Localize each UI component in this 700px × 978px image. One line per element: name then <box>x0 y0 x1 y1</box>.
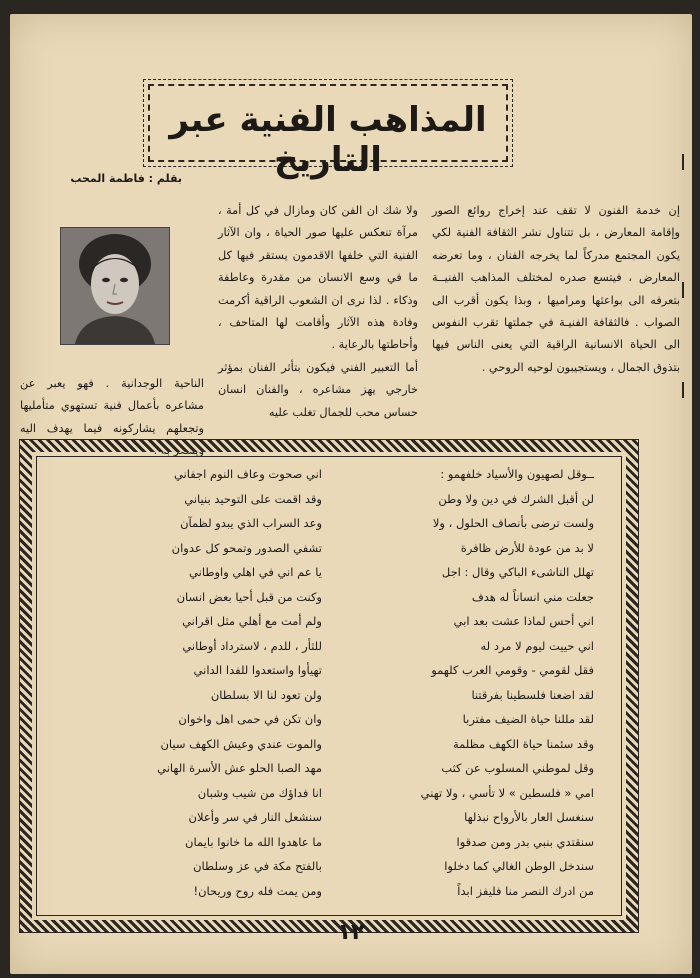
poem-line: ولن تعود لنا الا بسلطان <box>210 687 322 702</box>
poem-line: سنشعل النار في سر وأعلان <box>188 810 322 824</box>
margin-mark <box>682 154 684 170</box>
magazine-page <box>10 14 692 974</box>
poem-line: جعلت مني انساناً له هدف <box>471 589 594 604</box>
poem-line: وقل لموطني المسلوب عن كثب <box>441 761 594 775</box>
poem-line: ــوقل لصهيون والأسياد خلفهمو : <box>440 467 594 481</box>
poem-line: اني أحس لماذا عشت بعد ابي <box>453 614 594 628</box>
poem-line: ولست ترضى بأنصاف الحلول ، ولا <box>432 516 594 530</box>
poem-line: ولم أمت مع أهلي مثل اقراني <box>182 614 322 628</box>
poem-line: وعد السراب الذي يبدو لظمآن <box>180 516 322 530</box>
poem-line: انا فداؤك من شيب وشبان <box>197 785 322 800</box>
margin-mark <box>682 382 684 398</box>
poem-line: يا عم اني في اهلي واوطاني <box>189 565 322 579</box>
paragraph: أما التعبير الفني فيكون بتأثر الفنان بمؤثر خارجي يهز مشاعره ، والفنان انسان حساس محب للجمال تغلب عليه <box>218 360 418 419</box>
poem-line: امي « فلسطين » لا تأسي ، ولا تهني <box>420 785 594 800</box>
poem-line: اني حييت ليوم لا مرد له <box>480 638 594 653</box>
article-column-right <box>432 200 680 379</box>
poem-line: لا بد من عودة للأرض ظافرة <box>460 540 594 555</box>
margin-mark <box>682 282 684 298</box>
paragraph: الناحية الوجدانية . فهو يعبر عن مشاعره بأعمال فنية تستهوي متأمليها وتجعلهم يشاركونه فيما يهدف اليه ويشعر به . <box>20 377 204 458</box>
poem-left-column <box>104 462 322 903</box>
poem-line: وقد اقمت على التوحيد بنياني <box>184 491 322 506</box>
poem-line: وان تكن في حمى اهل واخوان <box>178 712 322 726</box>
poem-line: بالفتح مكة في عز وسلطان <box>193 859 322 873</box>
poem-line: ومن يمت فله روح وريحان! <box>193 883 322 898</box>
poem-line: وكنت من قبل أحيا بعض انسان <box>176 589 322 604</box>
poem-line: والموت عندي وعيش الكهف سيان <box>160 736 322 751</box>
author-photo <box>60 227 170 345</box>
poem-line: وقد سئمنا حياة الكهف مظلمة <box>452 736 594 751</box>
poem-line: اني صحوت وعاف النوم اجفاني <box>173 467 322 481</box>
poem-line: لقد مللنا حياة الضيف مفتربا <box>462 712 594 726</box>
paragraph: إن خدمة الفنون لا تقف عند إخراج روائع الصور وإقامة المعارض ، بل تتناول نشر الثقافة الفنية لكي يكون المجتمع مدركاً لما يخرجه الفنان ، وما تعرضه المعارض ، فيتسع صدره لمختلف المذاهب الفنيــة بتعرفه الى بواعثها ومراميها ، وبذا يكون أقرب الى الصواب . فالثقافة الفنيـة في جملتها تقرب النفوس الى الحياة الانسانية الراقية التي يعنى الناس فيها بتذوق الجمال ، ويستجيبون لوحيه الروحي . <box>432 204 680 374</box>
poem-line: للثأر ، للدم ، لاسترداد أوطاني <box>182 638 322 653</box>
poem-line: سنقتدي بنبي بدر ومن صدقوا <box>456 834 594 849</box>
author-byline: بقلم : فاطمة المحب <box>70 172 182 185</box>
poem-line: من ادرك النصر منا فليفز ابداً <box>457 883 594 898</box>
poem-line: لقد اضعنا فلسطينا بفرقتنا <box>471 687 594 702</box>
article-title: المذاهب الفنية عبر التاريخ <box>169 100 487 180</box>
paragraph: ولا شك ان الفن كان ومازال في كل أمة ، مرآة تنعكس عليها صور الحياة ، وان الآثار الفنية التي خلفها الاقدمون يستقر فيها كل ما في وسع الانسان من مقدرة وعاطفة وذكاء . لذا نرى ان الشعوب الراقية أكرمت وفادة هذه الآثار وأقامت لها المتاحف ، وأحاطتها بالرعاية . <box>218 204 418 352</box>
poem-line: لن أقبل الشرك في دين ولا وطن <box>438 491 594 506</box>
title-frame <box>148 84 508 180</box>
poem-line: ما عاهدوا الله ما خانوا بايمان <box>185 834 322 849</box>
poem-line: فقل لقومي - وقومي العرب كلهمو <box>431 663 594 677</box>
portrait-photo-icon <box>61 228 169 344</box>
poem-right-column <box>342 462 594 903</box>
poem-line: تشفي الصدور وتمحو كل عدوان <box>171 540 322 555</box>
poem-line: تهلل الناشىء الباكي وقال : اجل <box>441 565 594 579</box>
poem-line: تهيأوا واستعدوا للفدا الداني <box>193 663 322 677</box>
page-number: ١٢ <box>337 920 365 945</box>
poem-frame <box>20 440 638 932</box>
poem-line: مهد الصبا الحلو عش الأسرة الهاني <box>157 761 322 775</box>
poem-line: سندخل الوطن الغالي كما دخلوا <box>444 859 594 873</box>
article-column-middle <box>218 200 418 424</box>
poem-line: سنغسل العار بالأرواح نبذلها <box>464 810 594 824</box>
